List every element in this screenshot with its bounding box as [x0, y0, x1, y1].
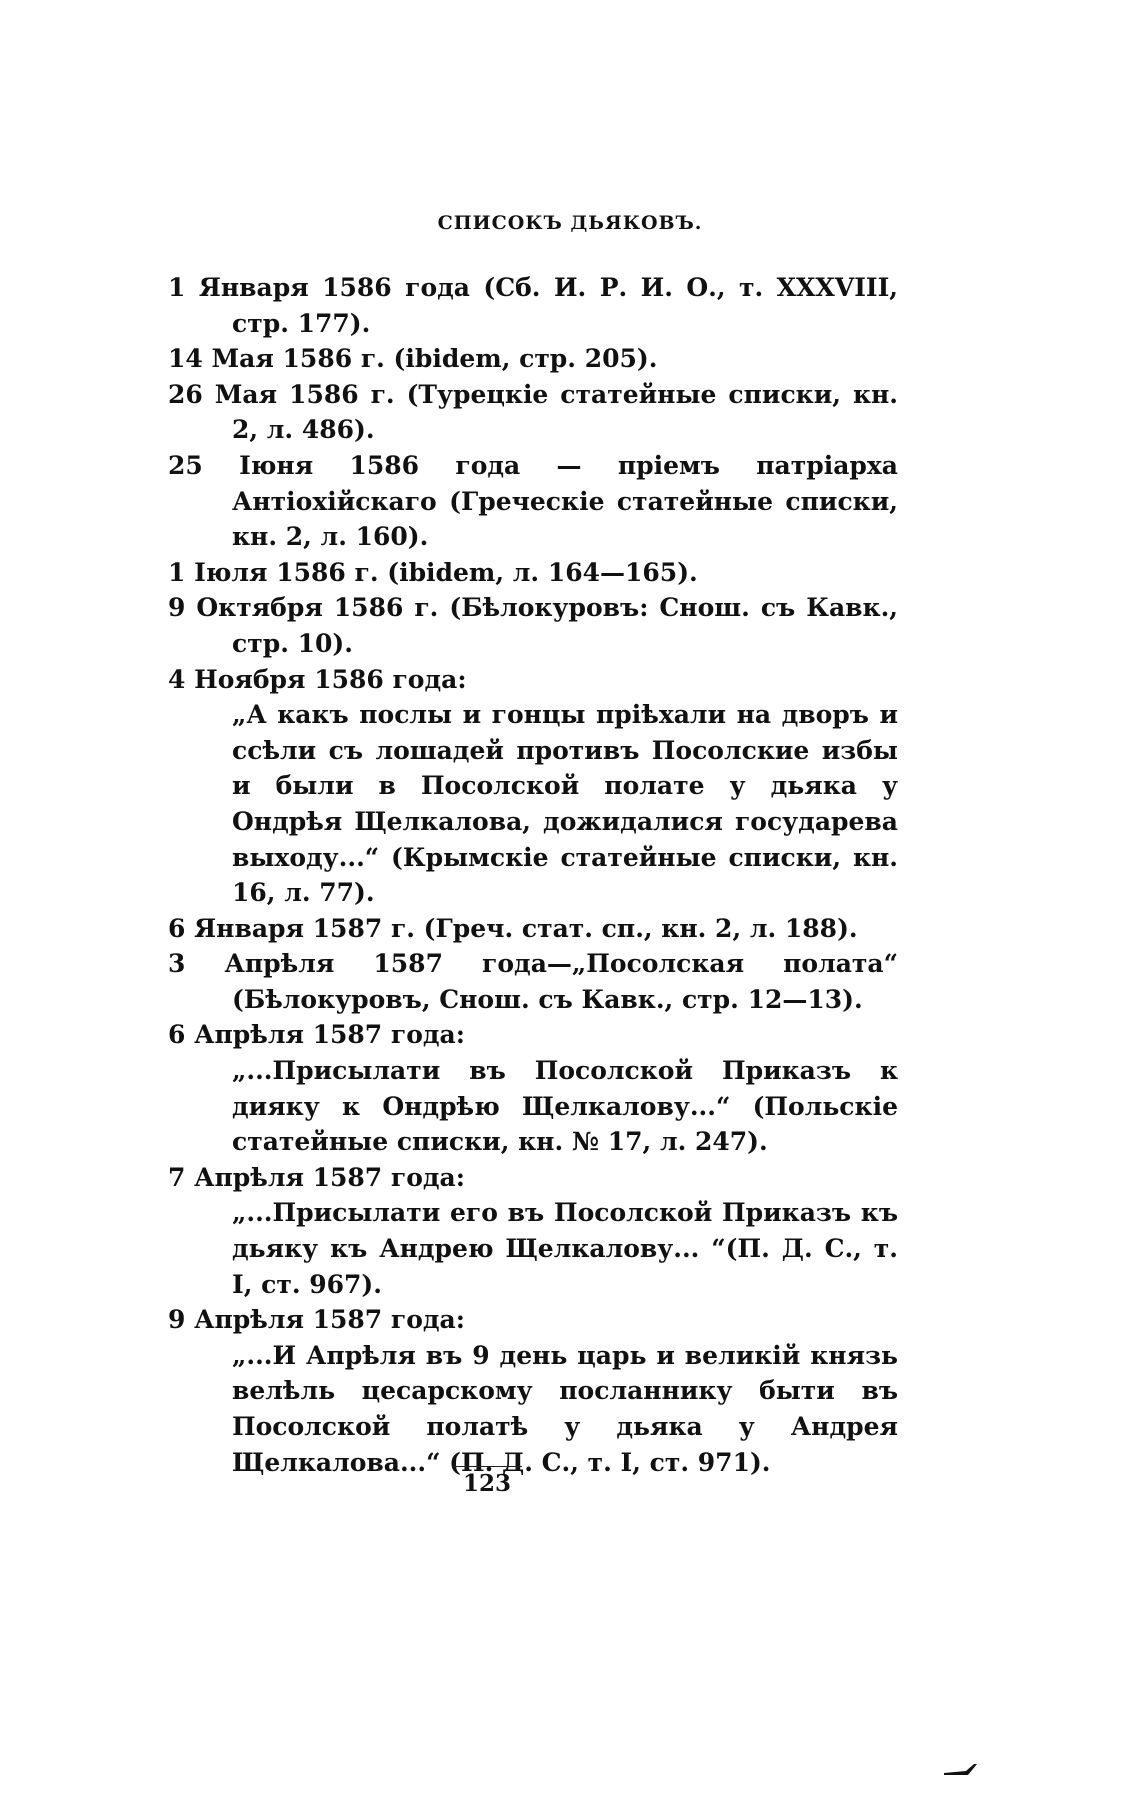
entry-1586-07-01: 1 Іюля 1586 г. (ibidem, л. 164—165). [168, 557, 698, 587]
entry-1587-04-06-quote: „...Присылати въ Посолской Приказъ к дияку к Ондрѣю Щелкалову...“ (Польскіе статейные списки, кн. № 17, л. 247). [232, 1056, 898, 1157]
entry-1586-11-04: 4 Ноября 1586 года: [168, 664, 467, 694]
printer-mark-icon [944, 1762, 978, 1776]
entry-1586-11-04-quote: „А какъ послы и гонцы пріѣхали на дворъ и ссѣли съ лошадей противъ Посолские избы и были в Посолской полате у дьяка у Ондрѣя Щелкалова, дожидалися государева выходу...“ (Крымскіе статейные списки, кн. 16, л. 77). [232, 700, 898, 908]
page-number-rule [452, 1466, 522, 1467]
entry-1587-04-09-quote: „...И Апрѣля въ 9 день царь и великій князь велѣль цесарскому посланнику быти въ Посолской полатѣ у дьяка у Андрея Щелкалова...“ (П. Д. С., т. I, ст. 971). [232, 1340, 898, 1477]
entry-1586-10-09: 9 Октября 1586 г. (Бѣлокуровъ: Снош. съ Кавк., стр. 10). [168, 593, 898, 658]
entry-1587-04-07-quote: „...Присылати его въ Посолской Приказъ къ дьяку къ Андрею Щелкалову... “(П. Д. С., т. I, ст. 967). [232, 1198, 898, 1299]
entry-1586-05-14: 14 Мая 1586 г. (ibidem, стр. 205). [168, 344, 658, 374]
entry-1586-05-26: 26 Мая 1586 г. (Турецкіе статейные списки, кн. 2, л. 486). [168, 379, 898, 445]
entry-1587-01-06: 6 Января 1587 г. (Греч. стат. сп., кн. 2, л. 188). [168, 913, 858, 943]
entry-1587-04-06: 6 Апрѣля 1587 года: [168, 1020, 465, 1050]
entry-1587-04-03: 3 Апрѣля 1587 года—„Посолская полата“ (Бѣлокуровъ, Снош. съ Кавк., стр. 12—13). [168, 949, 898, 1014]
entry-1586-06-25: 25 Іюня 1586 года — пріемъ патріарха Антіохійскаго (Греческіе статейные списки, кн. 2, л. 160). [168, 450, 898, 552]
entry-1586-01-01: 1 Января 1586 года (Сб. И. Р. И. О., т. XXXVIII, стр. 177). [168, 273, 898, 338]
entry-1587-04-07: 7 Апрѣля 1587 года: [168, 1162, 465, 1192]
entry-list [168, 270, 898, 1480]
entry-1587-04-09: 9 Апрѣля 1587 года: [168, 1305, 465, 1335]
page-number: 123 [462, 1470, 511, 1497]
page-title: СПИСОКЪ ДЬЯКОВЪ. [437, 212, 703, 234]
